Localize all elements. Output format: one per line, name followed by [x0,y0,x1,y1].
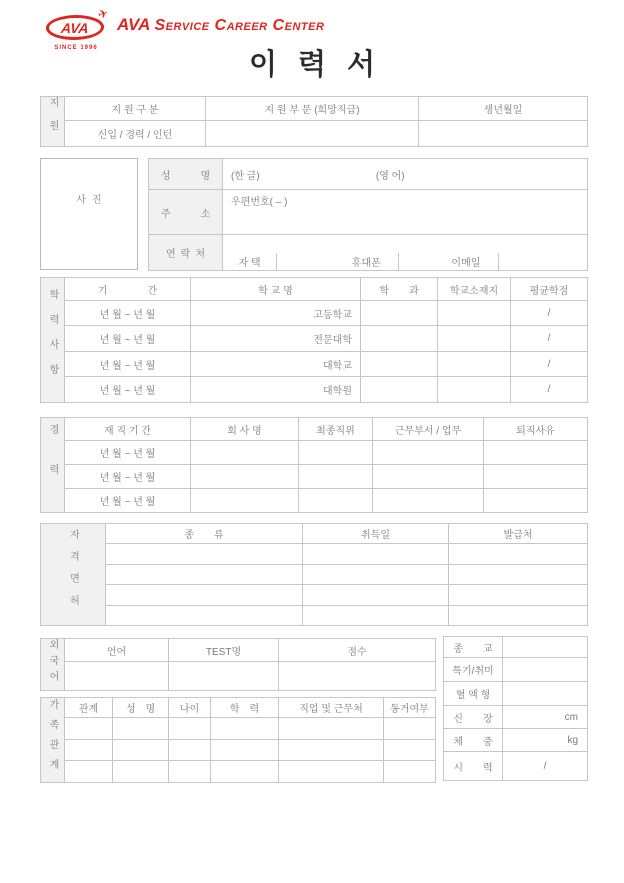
blank-field [169,718,211,740]
blank-field [303,544,449,565]
edu-period-field: 년 월 ~ 년 월 [65,377,191,403]
table-row [41,489,588,513]
family-education-header: 학 력 [211,698,279,718]
edu-school-field: 전문대학 [191,326,361,352]
contact-field [223,235,588,271]
table-row [149,159,588,190]
license-side-label: 자격면허 [41,524,106,626]
blank-field [299,489,373,513]
edu-gpa-field: / [511,352,588,377]
education-table [40,277,588,403]
foreign-language-header: 언어 [65,639,169,662]
height-label: 신 장 [444,706,503,729]
profile-table [148,158,588,271]
family-job-header: 직업 및 근무처 [279,698,384,718]
blank-field [438,352,511,377]
vision-field: / [503,752,588,781]
table-row [41,418,588,441]
table-row [41,761,436,783]
airplane-icon: ✈ [96,5,110,23]
logo-since-text: SINCE 1996 [54,45,98,51]
career-period-header: 재 직 기 간 [65,418,191,441]
edu-gpa-field: / [511,326,588,352]
family-side-label: 가족관계 [41,698,65,783]
table-row [41,544,588,565]
blank-field [65,761,113,783]
blank-field [484,465,588,489]
edu-period-field: 년 월 ~ 년 월 [65,326,191,352]
address-label: 주 소 [149,190,223,235]
edu-gpa-field: / [511,377,588,403]
blank-field [106,544,303,565]
blank-field [449,565,588,585]
table-row [41,465,588,489]
family-name-header: 성 명 [113,698,169,718]
table-row [41,326,588,352]
career-reason-header: 퇴직사유 [484,418,588,441]
table-row [41,524,588,544]
career-period-field: 년 월 ~ 년 월 [65,465,191,489]
table-row [444,637,588,658]
license-type-header: 종 류 [106,524,303,544]
contact-home-tab: 자 택 [223,253,277,271]
contact-email-tab: 이메일 [433,253,499,271]
blank-field [169,662,279,691]
blank-field [113,718,169,740]
blank-field [211,761,279,783]
application-side-label: 지원 [41,97,65,147]
blank-field [449,544,588,565]
blank-field [206,121,419,147]
license-table [40,523,588,626]
blank-field [361,326,438,352]
blank-field [169,761,211,783]
table-row [149,235,588,271]
page-title: 이력서 [248,49,397,81]
table-row [41,301,588,326]
blank-field [384,761,436,783]
foreign-test-header: TEST명 [169,639,279,662]
blank-field [384,718,436,740]
blank-field [484,489,588,513]
career-dept-header: 근무부서 / 업무 [373,418,484,441]
blank-field [484,441,588,465]
brand-name [117,15,324,43]
career-period-field: 년 월 ~ 년 월 [65,489,191,513]
edu-gpa-header: 평균학점 [511,278,588,301]
table-row [41,278,588,301]
blank-field [373,441,484,465]
table-row [444,706,588,729]
table-row [444,729,588,752]
table-row [41,698,436,718]
edu-major-header: 학 과 [361,278,438,301]
blank-field [279,662,436,691]
blank-field [449,585,588,606]
blank-field [361,301,438,326]
family-relation-header: 관계 [65,698,113,718]
foreign-score-header: 점수 [279,639,436,662]
table-row [41,639,436,662]
photo-placeholder: 사진 [40,158,138,270]
family-table [40,697,436,783]
blank-field [438,301,511,326]
career-table [40,417,588,513]
table-row [41,740,436,761]
blank-field [211,740,279,761]
blank-field [384,740,436,761]
blank-field [303,606,449,626]
brand-name-rest: Service Career Center [154,17,325,34]
name-label: 성 명 [149,159,223,190]
table-row [444,658,588,682]
weight-unit: kg [503,729,588,752]
blank-field [279,761,384,783]
blank-field [191,441,299,465]
table-row [41,121,588,147]
edu-gpa-field: / [511,301,588,326]
name-korean-label: (한 글) [231,170,260,182]
table-row [444,682,588,706]
edu-school-field: 대학교 [191,352,361,377]
edu-school-field: 고등학교 [191,301,361,326]
table-row [41,352,588,377]
blank-field [419,121,588,147]
blank-field [113,761,169,783]
blank-field [503,637,588,658]
blank-field [299,465,373,489]
application-table [40,96,588,147]
blank-field [373,489,484,513]
career-side-label: 경력 [41,418,65,513]
logo-mark-text: AVA [45,15,106,40]
table-row [41,662,436,691]
brand-name-lead: AVA [117,15,150,34]
edu-period-field: 년 월 ~ 년 월 [65,301,191,326]
blank-field [438,326,511,352]
blank-field [279,740,384,761]
edu-period-field: 년 월 ~ 년 월 [65,352,191,377]
contact-mobile-tab: 휴대폰 [335,253,399,271]
religion-label: 종 교 [444,637,503,658]
blank-field [299,441,373,465]
edu-period-header: 기 간 [65,278,191,301]
career-title-header: 최종직위 [299,418,373,441]
name-field [223,159,588,190]
license-date-header: 취득일 [303,524,449,544]
name-english-label: (영 어) [375,170,405,182]
blank-field [361,377,438,403]
career-company-header: 회 사 명 [191,418,299,441]
blank-field [503,682,588,706]
foreign-side-label: 외국어 [41,639,65,691]
edu-school-header: 학 교 명 [191,278,361,301]
height-unit: cm [503,706,588,729]
education-side-label: 학력사항 [41,278,65,403]
blank-field [191,489,299,513]
career-period-field: 년 월 ~ 년 월 [65,441,191,465]
blank-field [438,377,511,403]
blank-field [503,658,588,682]
blank-field [449,606,588,626]
table-row [41,718,436,740]
application-category-options: 신입 / 경력 / 인턴 [65,121,206,147]
blank-field [106,565,303,585]
blank-field [106,585,303,606]
table-row [41,441,588,465]
contact-label: 연 락 처 [149,235,223,271]
application-position-header: 지 원 부 문 (희망직급) [206,97,419,121]
application-birth-header: 생년월일 [419,97,588,121]
family-age-header: 나이 [169,698,211,718]
foreign-language-table [40,638,436,691]
edu-location-header: 학교소재지 [438,278,511,301]
table-row [41,377,588,403]
table-row [41,97,588,121]
blank-field [191,465,299,489]
blank-field [65,718,113,740]
blank-field [211,718,279,740]
table-row [41,585,588,606]
blank-field [113,740,169,761]
address-field: 우편번호( – ) [223,190,588,235]
blank-field [373,465,484,489]
edu-school-field: 대학원 [191,377,361,403]
vision-label: 시 력 [444,752,503,781]
blank-field [169,740,211,761]
blood-type-label: 혈 액 형 [444,682,503,706]
license-issuer-header: 발급처 [449,524,588,544]
blank-field [65,662,169,691]
blank-field [303,585,449,606]
application-category-header: 지 원 구 분 [65,97,206,121]
table-row [149,190,588,235]
table-row [444,752,588,781]
weight-label: 체 중 [444,729,503,752]
table-row [41,565,588,585]
hobby-label: 특기/취미 [444,658,503,682]
blank-field [361,352,438,377]
blank-field [303,565,449,585]
table-row [41,606,588,626]
blank-field [279,718,384,740]
blank-field [106,606,303,626]
personal-info-table [443,636,588,781]
family-cohabit-header: 동거여부 [384,698,436,718]
blank-field [65,740,113,761]
